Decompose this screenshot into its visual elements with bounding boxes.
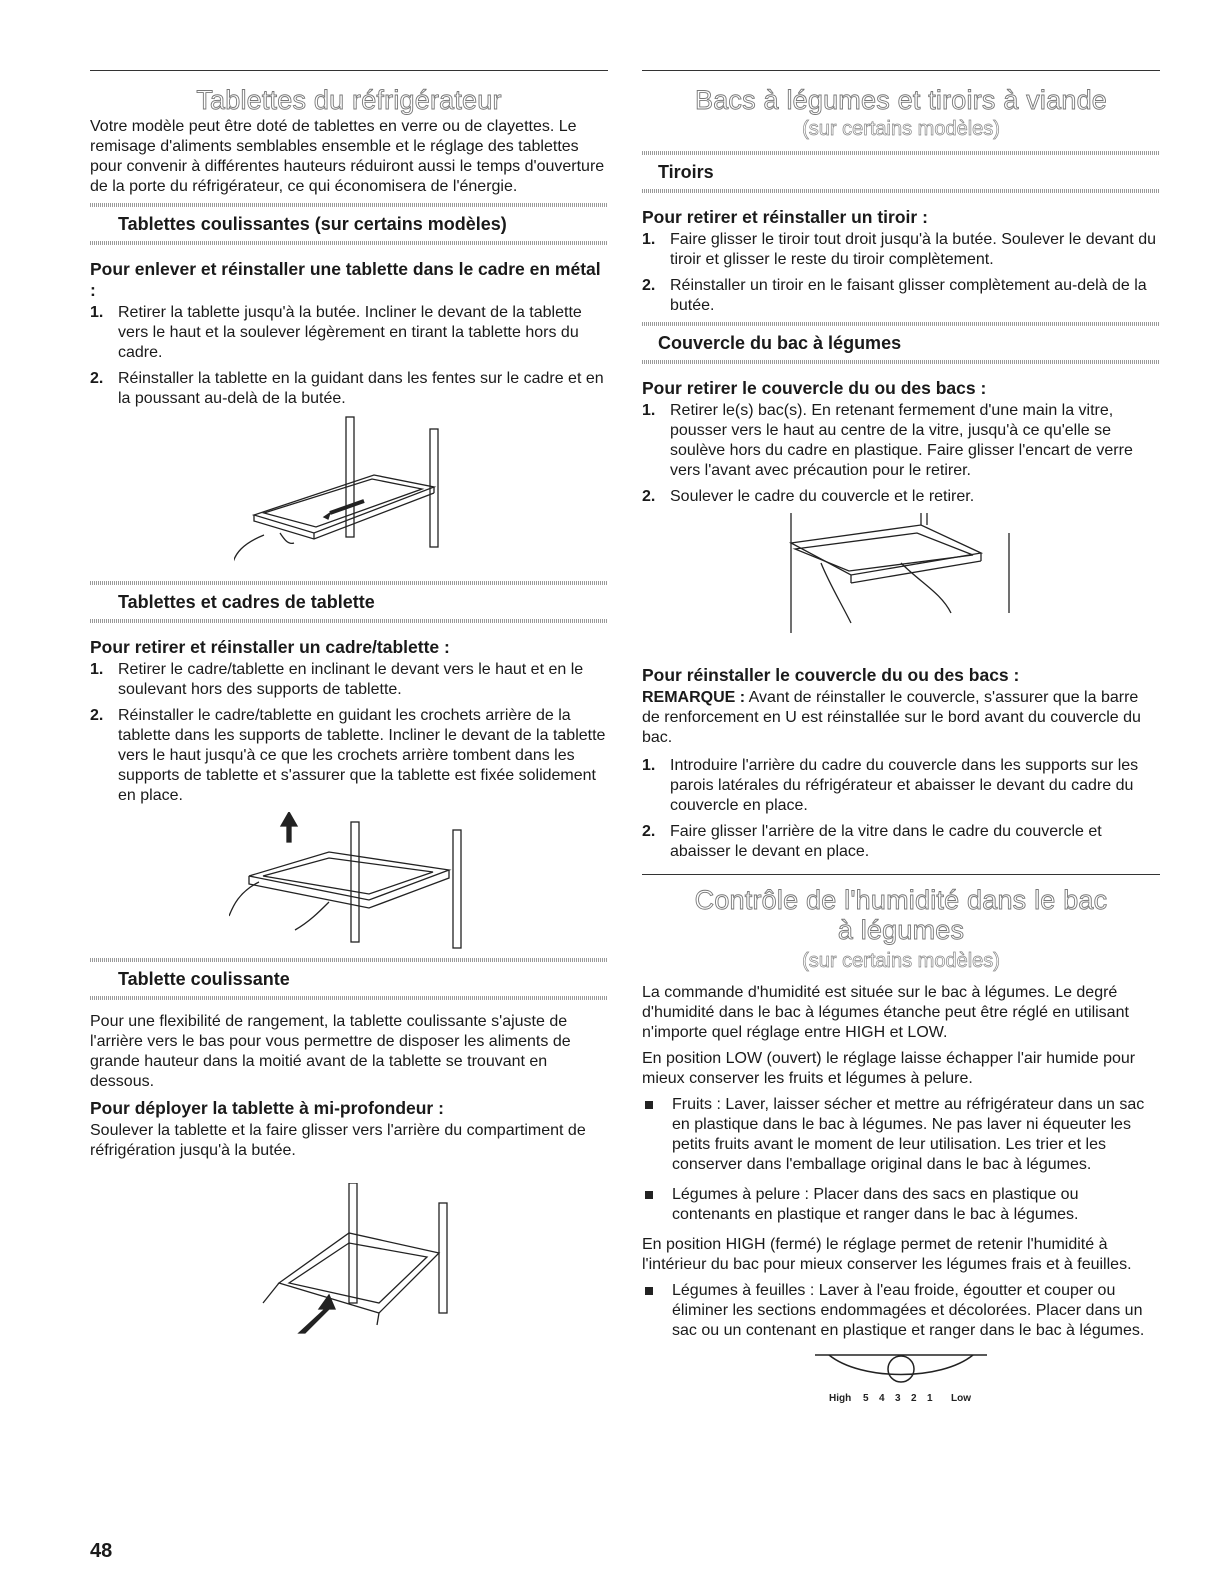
steps-list	[642, 401, 1160, 507]
divider	[90, 996, 608, 1000]
bullet-list	[642, 1281, 1160, 1341]
divider	[90, 958, 608, 962]
procedure-heading: Pour retirer le couvercle du ou des bacs :	[642, 378, 987, 398]
section-rule	[642, 874, 1160, 875]
dial-label-2: 2	[911, 1393, 917, 1404]
dial-label-1: 1	[927, 1393, 933, 1404]
half-depth-shelf-illustration	[249, 1183, 449, 1353]
steps-list	[642, 230, 1160, 316]
steps-list	[642, 756, 1160, 862]
subsection-heading: Tablettes coulissantes (sur certains modèles)	[118, 214, 507, 234]
section-title-shelves: Tablettes du réfrigérateur	[196, 85, 502, 115]
list-item: 1. Retirer la tablette jusqu'à la butée. Incliner le devant de la tablette vers le haut et la soulever légèrement en tirant la tablette hors du cadre.	[90, 304, 582, 361]
top-rule	[90, 70, 608, 71]
paragraph: En position LOW (ouvert) le réglage laisse échapper l'air humide pour mieux conserver les fruits et légumes à pelure.	[642, 1050, 1136, 1087]
subsection-heading: Tiroirs	[658, 162, 714, 182]
procedure-heading: Pour déployer la tablette à mi-profondeur :	[90, 1098, 444, 1118]
paragraph: Pour une flexibilité de rangement, la tablette coulissante s'ajuste de l'arrière vers le bas pour vous permettre de disposer les aliments de grande hauteur dans la moitié avant de la tablette se trouvant en dessous.	[90, 1013, 571, 1090]
steps-list	[90, 660, 608, 806]
list-item: 1. Retirer le cadre/tablette en inclinant le devant vers le haut et en le soulevant hors des supports de tablette.	[90, 661, 584, 698]
list-item: Fruits : Laver, laisser sécher et mettre au réfrigérateur dans un sac en plastique dans le bac à légumes. Ne pas laver ni équeuter les petits fruits avant le moment de leur utilisation. Les trier et les conserver dans l'emballage original dans le bac à légumes.	[642, 1095, 1160, 1175]
list-item: 1. Faire glisser le tiroir tout droit jusqu'à la butée. Soulever le devant du tiroir et glisser le reste du tiroir complètement.	[642, 231, 1156, 268]
crisper-cover-illustration	[781, 513, 1021, 643]
list-item: Légumes à pelure : Placer dans des sacs en plastique ou contenants en plastique et ranger dans le bac à légumes.	[642, 1185, 1160, 1225]
paragraph: La commande d'humidité est située sur le bac à légumes. Le degré d'humidité dans le bac à légumes étanche peut être réglé en utilisant n'importe quel réglage entre HIGH et LOW.	[642, 984, 1129, 1041]
humidity-dial-illustration	[791, 1351, 1011, 1411]
paragraph: En position HIGH (fermé) le réglage permet de retenir l'humidité à l'intérieur du bac pour mieux conserver les légumes frais et à feuilles.	[642, 1236, 1132, 1273]
page-number: 48	[90, 1540, 113, 1562]
sliding-shelf-illustration	[234, 415, 464, 575]
subsection-heading: Tablettes et cadres de tablette	[118, 592, 375, 612]
procedure-heading: Pour réinstaller le couvercle du ou des bacs :	[642, 665, 1020, 685]
procedure-heading: Pour retirer et réinstaller un tiroir :	[642, 207, 928, 227]
procedure-heading: Pour enlever et réinstaller une tablette dans le cadre en métal :	[90, 259, 601, 300]
list-item: 2. Soulever le cadre du couvercle et le retirer.	[642, 488, 975, 505]
list-item: 2. Réinstaller un tiroir en le faisant glisser complètement au-delà de la butée.	[642, 277, 1147, 314]
section-subtitle: (sur certains modèles)	[802, 118, 1000, 140]
divider	[642, 151, 1160, 155]
procedure-heading: Pour retirer et réinstaller un cadre/tablette :	[90, 637, 450, 657]
list-item: 2. Réinstaller le cadre/tablette en guidant les crochets arrière de la tablette dans les supports de tablette. Incliner le devant de la tablette vers le haut jusqu'à ce que les crochets arrière tombent dans les supports de tablette et s'assurer que la tablette est fixée solidement en place.	[90, 707, 606, 804]
right-column	[642, 70, 1160, 1417]
divider	[90, 581, 608, 585]
section-subtitle: (sur certains modèles)	[802, 950, 1000, 972]
list-item: 2. Faire glisser l'arrière de la vitre dans le cadre du couvercle et abaisser le devant en place.	[642, 823, 1102, 860]
shelf-frame-illustration	[229, 812, 469, 952]
divider	[642, 360, 1160, 364]
dial-label-low: Low	[951, 1393, 971, 1404]
divider	[90, 619, 608, 623]
divider	[90, 203, 608, 207]
divider	[642, 189, 1160, 193]
divider	[642, 322, 1160, 326]
intro-paragraph: Votre modèle peut être doté de tablettes en verre ou de clayettes. Le remisage d'aliments semblables ensemble et le réglage des tablettes pour convenir à différentes hauteurs réduiront aussi le temps d'ouverture de la porte du réfrigérateur, ce qui économisera de l'énergie.	[90, 118, 605, 195]
top-rule	[642, 70, 1160, 71]
bullet-list	[642, 1095, 1160, 1225]
note-paragraph	[642, 688, 1160, 748]
section-title-crispers: Bacs à légumes et tiroirs à viande	[695, 85, 1107, 115]
note-text: Avant de réinstaller le couvercle, s'assurer que la barre de renforcement en U est réinstallée sur le bord avant du couvercle du bac.	[642, 689, 1141, 746]
dial-label-5: 5	[863, 1393, 869, 1404]
paragraph: Soulever la tablette et la faire glisser vers l'arrière du compartiment de réfrigération jusqu'à la butée.	[90, 1122, 586, 1159]
steps-list	[90, 303, 608, 409]
left-column	[90, 70, 608, 1359]
section-title-humidity-line2: à légumes	[837, 915, 965, 945]
dial-label-3: 3	[895, 1393, 901, 1404]
subsection-heading: Couvercle du bac à légumes	[658, 333, 902, 353]
subsection-heading: Tablette coulissante	[118, 969, 290, 989]
divider	[90, 241, 608, 245]
list-item: 1. Introduire l'arrière du cadre du couvercle dans les supports sur les parois latérales du réfrigérateur et abaisser le devant du cadre du couvercle en place.	[642, 757, 1139, 814]
list-item: 1. Retirer le(s) bac(s). En retenant fermement d'une main la vitre, pousser vers le haut au centre de la vitre, jusqu'à ce qu'elle se soulève hors du cadre en plastique. Faire glisser l'encart de verre vers l'avant avec précaution pour le retirer.	[642, 402, 1133, 479]
dial-label-high: High	[829, 1393, 852, 1404]
note-label: REMARQUE :	[642, 689, 746, 706]
list-item: 2. Réinstaller la tablette en la guidant dans les fentes sur le cadre et en la poussant au-delà de la butée.	[90, 370, 604, 407]
dial-label-4: 4	[879, 1393, 885, 1404]
list-item: Légumes à feuilles : Laver à l'eau froide, égoutter et couper ou éliminer les sections endommagées et décolorées. Placer dans un sac ou un contenant en plastique et ranger dans le bac à légumes.	[642, 1281, 1160, 1341]
section-title-humidity: Contrôle de l'humidité dans le bac	[694, 885, 1108, 915]
